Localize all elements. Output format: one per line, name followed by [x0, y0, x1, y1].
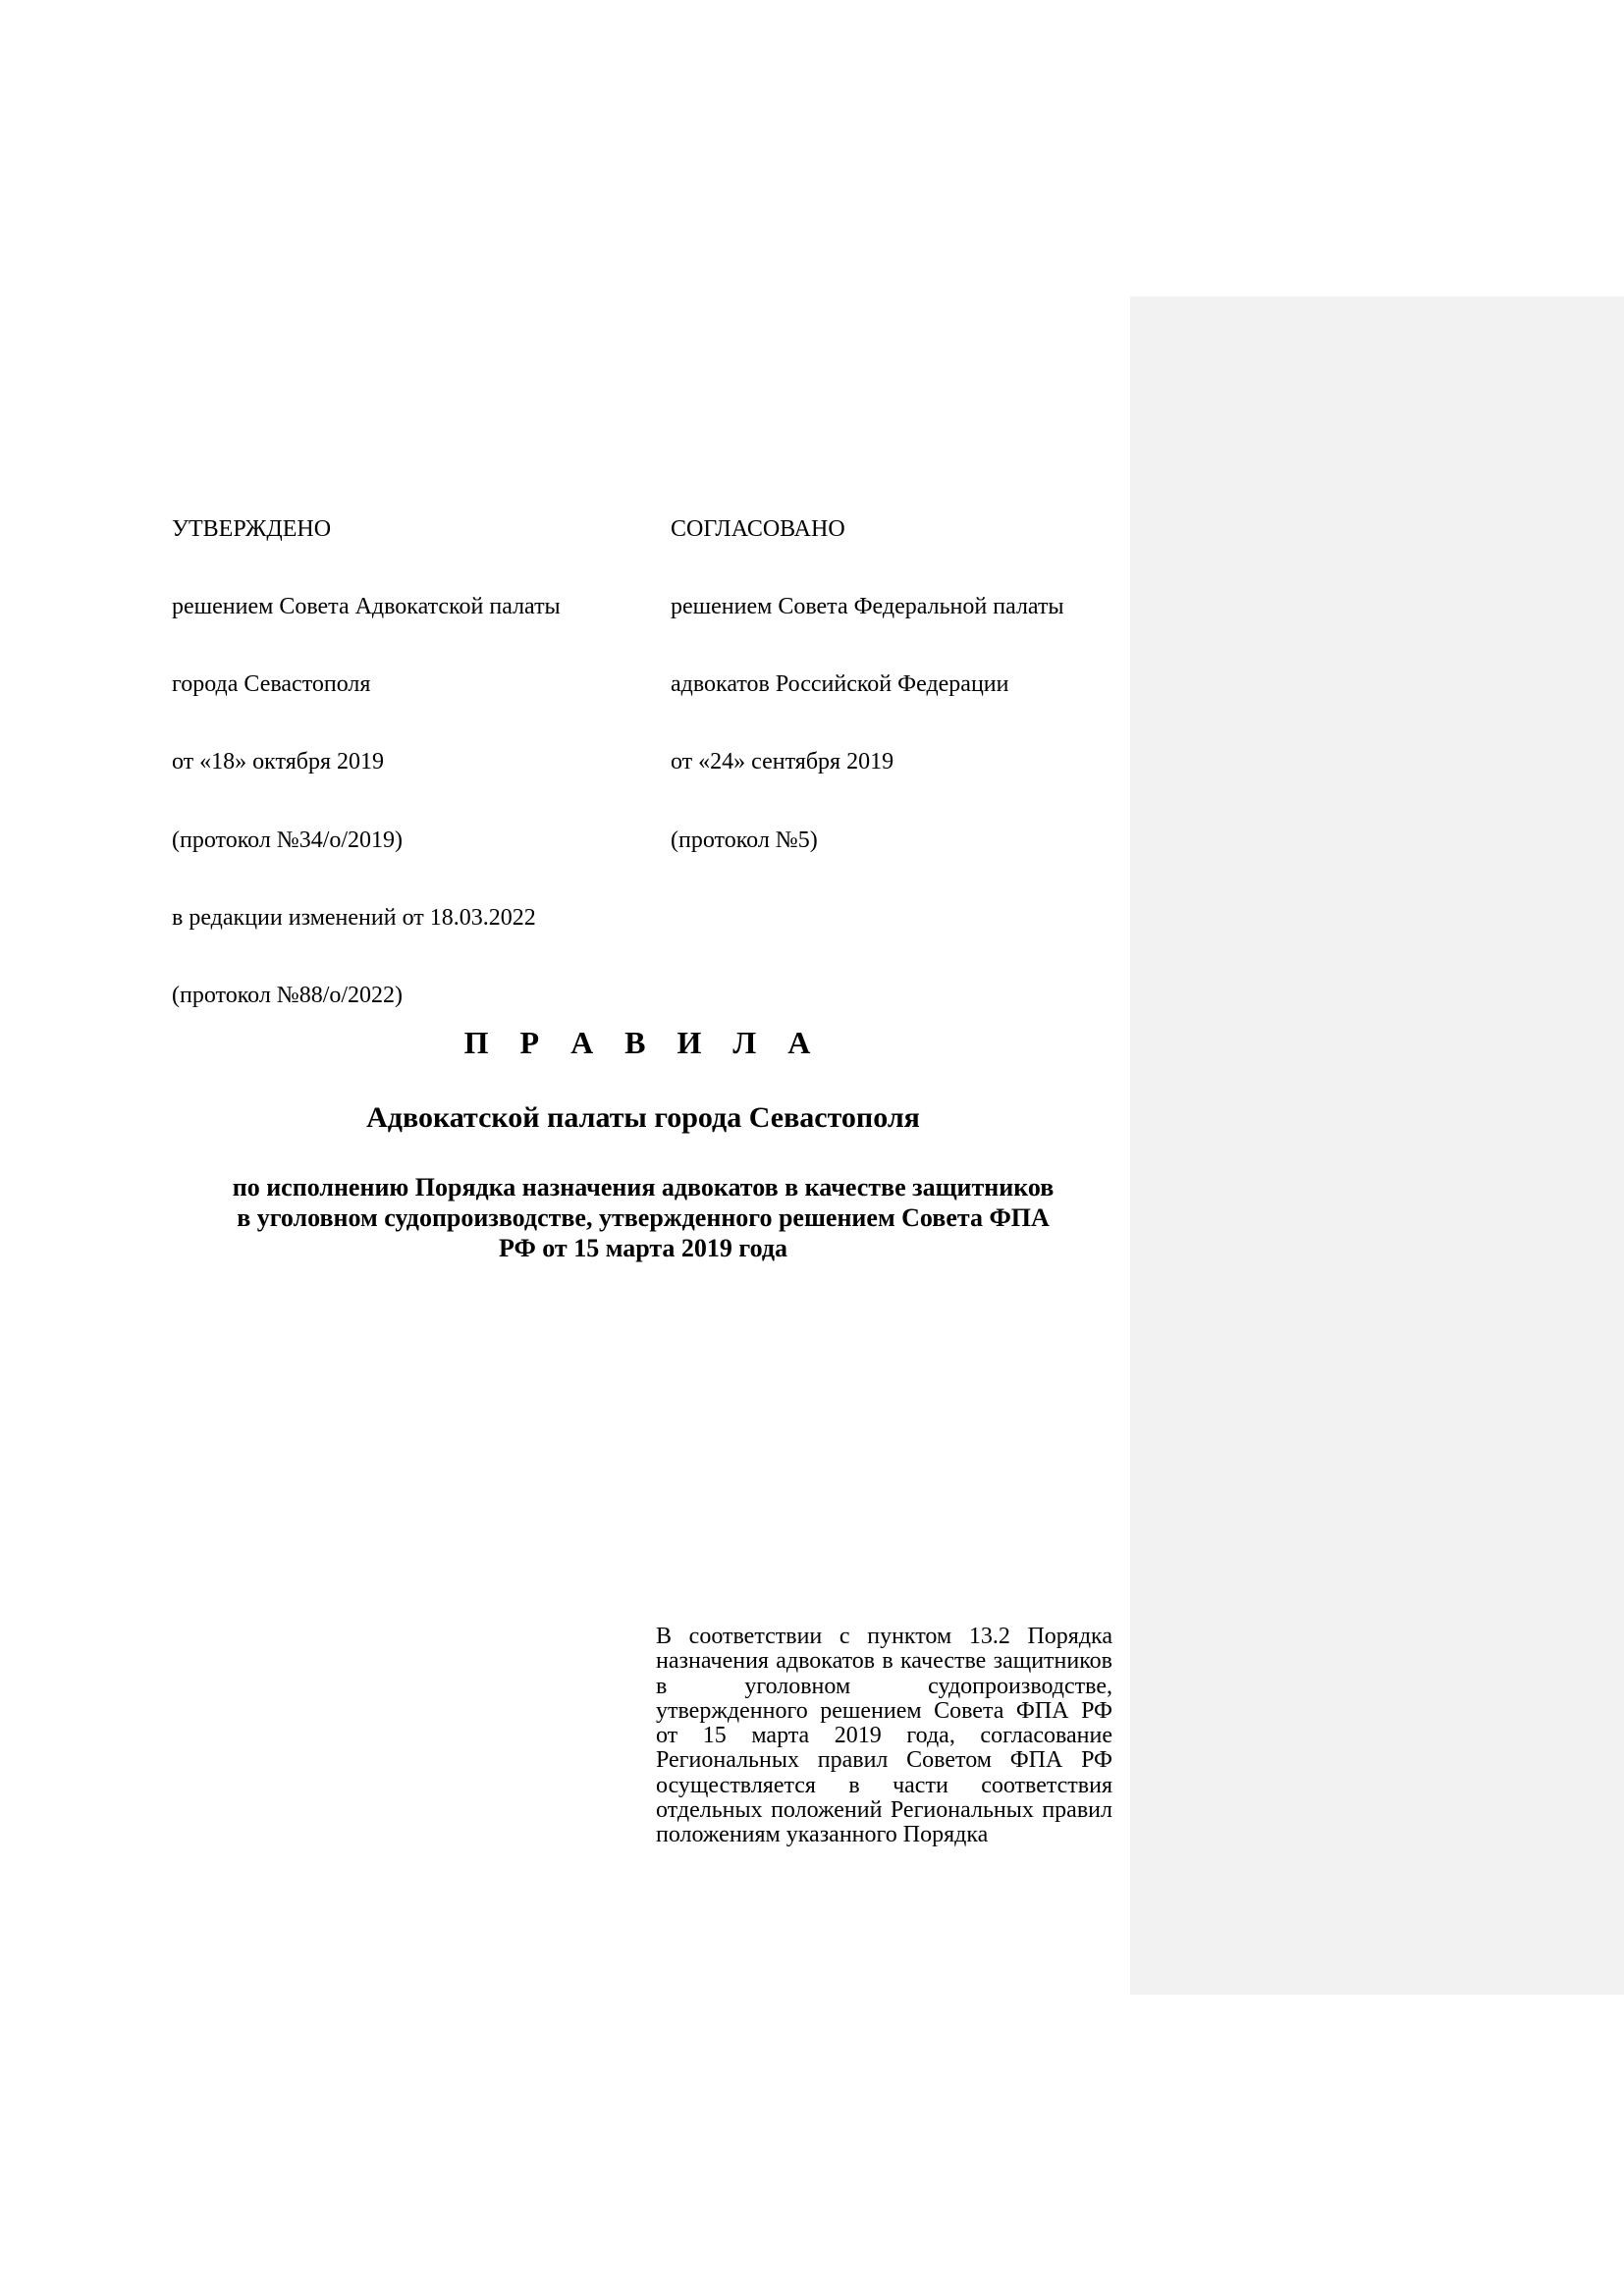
agreed-date: от «24» сентября 2019 [671, 749, 894, 775]
agreed-line: адвокатов Российской Федерации [671, 671, 1009, 698]
approved-line: решением Совета Адвокатской палаты [172, 594, 561, 620]
subtitle-line: в уголовном судопроизводстве, утвержденного решением Совета ФПА [237, 1203, 1050, 1232]
agreed-protocol: (протокол №5) [671, 827, 818, 853]
agreed-line: решением Совета Федеральной палаты [671, 594, 1064, 620]
agreed-block [671, 464, 1064, 880]
subtitle-line: по исполнению Порядка назначения адвокатов в качестве защитников [232, 1173, 1055, 1201]
approved-revision-protocol: (протокол №88/о/2022) [172, 983, 404, 1009]
subtitle-line: РФ от 15 марта 2019 года [499, 1234, 787, 1262]
approved-heading: УТВЕРЖДЕНО [172, 515, 332, 542]
approved-revision: в редакции изменений от 18.03.2022 [172, 904, 536, 931]
side-margin-panel [1130, 296, 1624, 1995]
approved-line: города Севастополя [172, 671, 371, 698]
document-subtitle [157, 1172, 1129, 1263]
approved-block [172, 464, 561, 1035]
approved-date: от «18» октября 2019 [172, 749, 384, 775]
document-title: П Р А В И Л А [463, 1025, 823, 1060]
organization-name: Адвокатской палаты города Севастополя [366, 1101, 920, 1134]
agreement-note: В соответствии с пунктом 13.2 Порядка назначения адвокатов в качестве защитников в уголовном судопроизводстве, утвержденного решением Совета ФПА РФ от 15 марта 2019 года, согласование Региональных правил Советом ФПА РФ осуществляется в части соответствия отдельных положений Региональных правил положениям указанного Порядка [656, 1624, 1112, 1848]
agreed-heading: СОГЛАСОВАНО [671, 515, 845, 542]
approved-protocol: (протокол №34/о/2019) [172, 827, 404, 853]
